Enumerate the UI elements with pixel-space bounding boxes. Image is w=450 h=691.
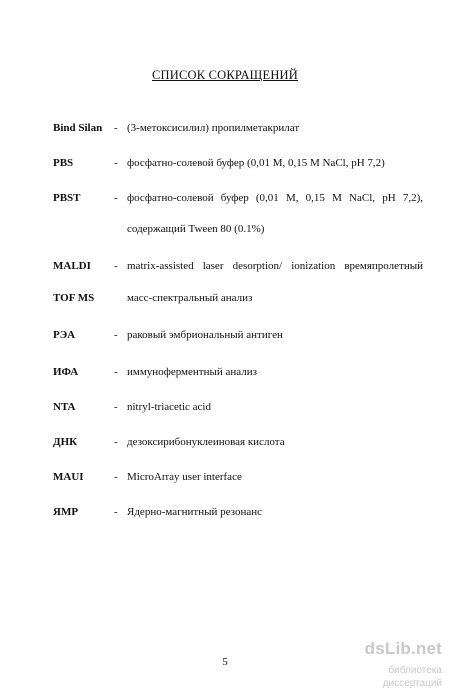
abbreviation-row [53, 156, 423, 170]
dash-separator: - [114, 157, 118, 169]
abbreviation-definition: (3-метоксисилил) пропилметакрилат [127, 122, 300, 134]
abbreviation-definition: matrix-assisted laser desorption/ ionization времяпролетный [127, 260, 423, 272]
abbreviation-term: ЯМР [53, 506, 79, 518]
abbreviation-row [53, 365, 423, 379]
abbreviation-row [53, 291, 423, 305]
dash-separator: - [114, 122, 118, 134]
abbreviation-definition: MicroArray user interface [127, 471, 242, 483]
dash-separator: - [114, 506, 118, 518]
dash-separator: - [114, 192, 118, 204]
abbreviation-term: MALDI [53, 260, 91, 272]
abbreviation-term: PBS [53, 157, 74, 169]
abbreviation-row [53, 121, 423, 135]
abbreviation-definition: фосфатно-солевой буфер (0,01 М, 0,15 М NaCl, рН 7,2) [127, 157, 385, 169]
abbreviation-term: PBST [53, 192, 81, 204]
dash-separator: - [114, 401, 118, 413]
abbreviation-definition: иммуноферментный анализ [127, 366, 257, 378]
abbreviation-list [53, 121, 423, 518]
abbreviation-term: MAUI [53, 471, 84, 483]
abbreviation-definition: фосфатно-солевой буфер (0,01 М, 0,15 М NaCl, рН 7,2), [127, 192, 423, 204]
abbreviation-definition: масс-спектральный анализ [127, 292, 253, 304]
abbreviation-definition: раковый эмбриональный антиген [127, 329, 283, 341]
abbreviation-definition: дезоксирибонуклеиновая кислота [127, 436, 285, 448]
dash-separator: - [114, 471, 118, 483]
abbreviation-row [53, 400, 423, 414]
abbreviation-term: TOF MS [53, 292, 95, 304]
watermark [330, 640, 442, 690]
page-number: 5 [222, 656, 228, 668]
abbreviation-definition: nitryl-triacetic acid [127, 401, 211, 413]
watermark-logo: dsLib.net [364, 639, 442, 658]
abbreviation-definition-continuation: содержащий Tween 80 (0.1%) [127, 223, 265, 235]
dash-separator: - [114, 260, 118, 272]
abbreviation-term: ИФА [53, 366, 79, 378]
dash-separator: - [114, 436, 118, 448]
abbreviation-row [53, 259, 423, 273]
abbreviation-term: ДНК [53, 436, 78, 448]
page-title: СПИСОК СОКРАЩЕНИЙ [151, 68, 299, 82]
abbreviation-row-continuation [53, 222, 423, 236]
abbreviation-term: NTA [53, 401, 76, 413]
abbreviation-row [53, 191, 423, 205]
dash-separator: - [114, 329, 118, 341]
abbreviation-row [53, 435, 423, 449]
abbreviation-row [53, 505, 423, 519]
dash-separator: - [114, 366, 118, 378]
abbreviation-term: РЭА [53, 329, 76, 341]
abbreviation-row [53, 328, 423, 342]
abbreviation-definition: Ядерно-магнитный резонанс [127, 506, 262, 518]
abbreviation-term: Bind Silan [53, 122, 103, 134]
watermark-subtitle: библиотека диссертаций [382, 665, 442, 689]
abbreviation-row [53, 470, 423, 484]
